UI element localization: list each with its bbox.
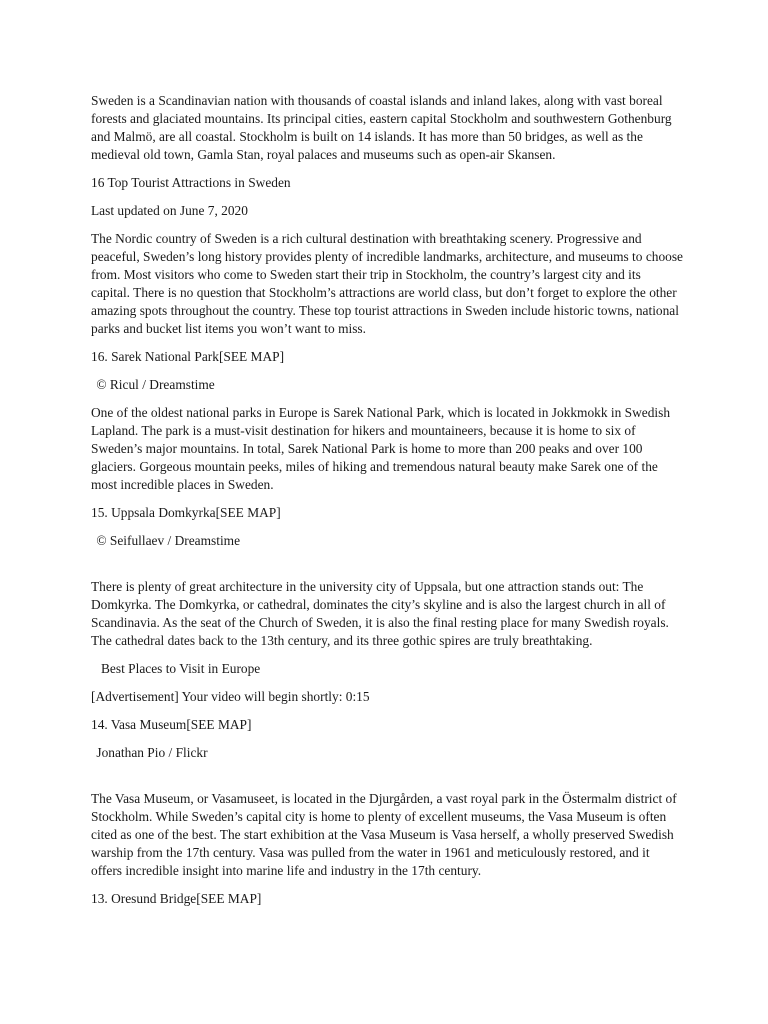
image-credit-text: © Seifullaev / Dreamstime (96, 533, 241, 548)
attraction-heading-text: 16. Sarek National Park (91, 349, 219, 364)
see-map-link[interactable]: [SEE MAP] (215, 505, 281, 520)
attraction-description: The Vasa Museum, or Vasamuseet, is located in the Djurgården, a vast royal park in the Östermalm district of Stockholm. While Sweden’s capital city is home to plenty of excellent museums, the Vasa Museum is often cited as one of the best. The start exhibition at the Vasa Museum is Vasa herself, a wholly preserved Swedish warship from the 17th century. Vasa was pulled from the water in 1961 and meticulously restored, and it offers incredible insight into marine life and industry in the 17th century. (91, 791, 677, 878)
image-credit-text: © Ricul / Dreamstime (96, 377, 215, 392)
attraction-description: There is plenty of great architecture in the university city of Uppsala, but one attraction stands out: The Domkyrka. The Domkyrka, or cathedral, dominates the city’s skyline and is also the largest church in all of Scandinavia. As the seat of the Church of Sweden, it is also the final resting place for many Swedish royals. The cathedral dates back to the 13th century, and its three gothic spires are truly breathtaking. (91, 579, 669, 648)
attraction-heading (91, 890, 683, 908)
article-intro-paragraph: The Nordic country of Sweden is a rich cultural destination with breathtaking scenery. Progressive and peaceful, Sweden’s long history provides plenty of incredible landmarks, architecture, and museums to choose from. Most visitors who come to Sweden start their trip in Stockholm, the country’s largest city and its capital. There is no question that Stockholm’s attractions are world class, but don’t forget to explore the other amazing spots throughout the country. These top tourist attractions in Sweden include historic towns, national parks and bucket list items you won’t want to miss. (91, 231, 683, 336)
see-map-link[interactable]: [SEE MAP] (196, 891, 262, 906)
attraction-heading (91, 348, 683, 366)
image-credit (91, 376, 683, 394)
attraction-description: One of the oldest national parks in Europe is Sarek National Park, which is located in Jokkmokk in Swedish Lapland. The park is a must-visit destination for hikers and mountaineers, because it is home to six of Sweden’s major mountains. In total, Sarek National Park is home to more than 200 peaks and over 100 glaciers. Gorgeous mountain peeks, miles of hiking and tremendous natural beauty make Sarek one of the most incredible places in Sweden. (91, 405, 671, 492)
attraction-heading (91, 716, 683, 734)
attraction-heading-text: 15. Uppsala Domkyrka (91, 505, 216, 520)
article-title: 16 Top Tourist Attractions in Sweden (91, 175, 291, 190)
attraction-heading-text: 13. Oresund Bridge (91, 891, 197, 906)
image-credit (91, 532, 683, 550)
related-article-link[interactable]: Best Places to Visit in Europe (101, 661, 261, 676)
see-map-link[interactable]: [SEE MAP] (218, 349, 285, 364)
last-updated: Last updated on June 7, 2020 (91, 203, 248, 218)
image-credit (91, 744, 683, 762)
intro-paragraph: Sweden is a Scandinavian nation with thousands of coastal islands and inland lakes, along with vast boreal forests and glaciated mountains. Its principal cities, eastern capital Stockholm and southwestern Gothenburg and Malmö, are all coastal. Stockholm is built on 14 islands. It has more than 50 bridges, as well as the medieval old town, Gamla Stan, royal palaces and museums such as open-air Skansen. (91, 93, 672, 162)
attraction-heading (91, 504, 683, 522)
see-map-link[interactable]: [SEE MAP] (186, 717, 252, 732)
document-page (91, 92, 683, 918)
image-credit-text: Jonathan Pio / Flickr (96, 745, 208, 760)
attraction-heading-text: 14. Vasa Museum (91, 717, 187, 732)
advertisement-notice: [Advertisement] Your video will begin shortly: 0:15 (91, 689, 370, 704)
